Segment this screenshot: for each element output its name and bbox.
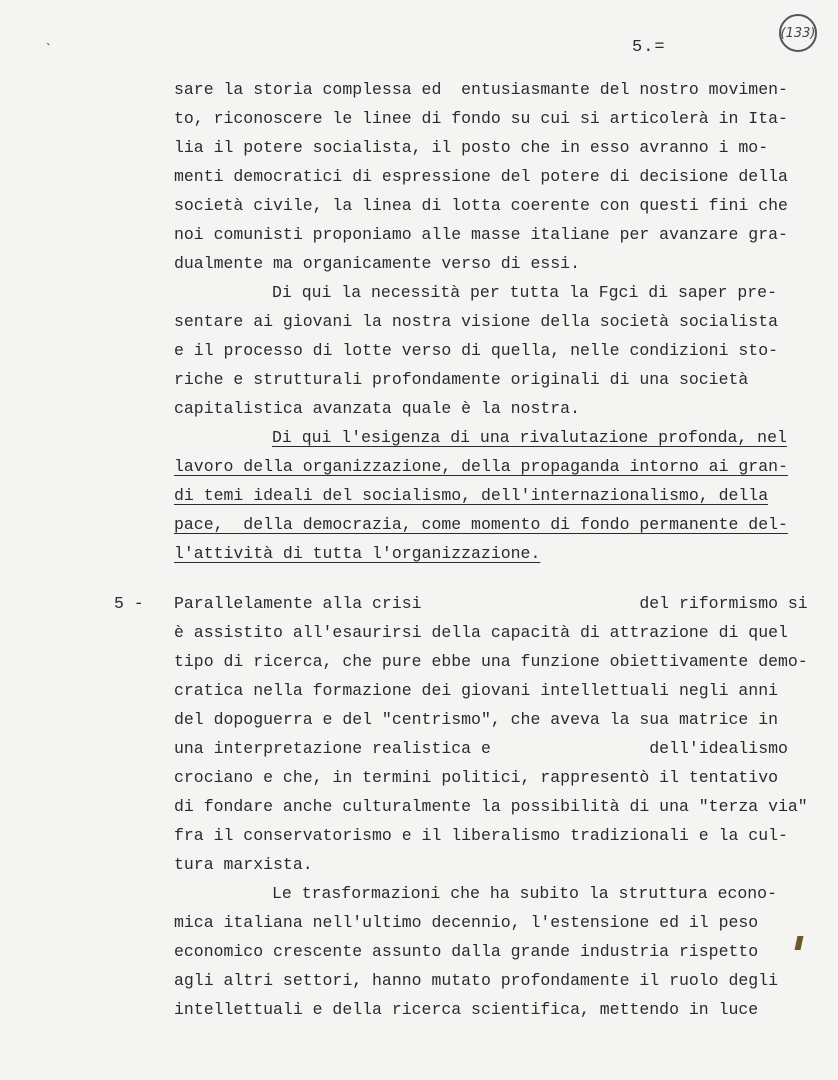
text-line: economico crescente assunto dalla grande industria rispetto (174, 942, 759, 961)
underlined-line: l'attività di tutta l'organizzazione. (174, 544, 541, 563)
text-line: di fondare anche culturalmente la possibilità di una "terza via" (174, 797, 808, 816)
text-line: mica italiana nell'ultimo decennio, l'estensione ed il peso (174, 913, 759, 932)
text-line: crociano e che, in termini politici, rappresentò il tentativo (174, 768, 778, 787)
text-line: sentare ai giovani la nostra visione della società socialista (174, 312, 778, 331)
underlined-line: lavoro della organizzazione, della propaganda intorno ai gran- (174, 457, 788, 476)
text-line: menti democratici di espressione del potere di decisione della (174, 167, 788, 186)
text-line: fra il conservatorismo e il liberalismo tradizionali e la cul- (174, 826, 788, 845)
text-line: noi comunisti proponiamo alle masse italiane per avanzare gra- (174, 225, 788, 244)
underlined-line: pace, della democrazia, come momento di fondo permanente del- (174, 515, 788, 534)
text-line: società civile, la linea di lotta coerente con questi fini che (174, 196, 788, 215)
text-line: tura marxista. (174, 855, 313, 874)
section-number: 5 - (114, 594, 144, 613)
text-line: agli altri settori, hanno mutato profondamente il ruolo degli (174, 971, 778, 990)
text-line: una interpretazione realistica e dell'idealismo (174, 739, 788, 758)
text-line: capitalistica avanzata quale è la nostra. (174, 399, 580, 418)
text-line: tipo di ricerca, che pure ebbe una funzione obiettivamente demo- (174, 652, 808, 671)
text-line: e il processo di lotte verso di quella, nelle condizioni sto- (174, 341, 778, 360)
text-line: riche e strutturali profondamente originali di una società (174, 370, 749, 389)
text-line: sare la storia complessa ed entusiasmante del nostro movimen- (174, 80, 788, 99)
archive-stamp: (133) (779, 14, 817, 52)
underlined-line: Di qui l'esigenza di una rivalutazione profonda, nel (272, 428, 787, 447)
page-mark: ` (44, 42, 53, 58)
text-line: lia il potere socialista, il posto che in esso avranno i mo- (174, 138, 769, 157)
text-line: to, riconoscere le linee di fondo su cui si articolerà in Ita- (174, 109, 788, 128)
page-number: 5.= (632, 38, 666, 57)
text-line: dualmente ma organicamente verso di essi. (174, 254, 580, 273)
text-line: cratica nella formazione dei giovani intellettuali negli anni (174, 681, 778, 700)
text-line: intellettuali e della ricerca scientifica, mettendo in luce (174, 1000, 759, 1019)
underlined-line: di temi ideali del socialismo, dell'internazionalismo, della (174, 486, 769, 505)
text-line: Parallelamente alla crisi del riformismo si (174, 594, 808, 613)
text-line: è assistito all'esaurirsi della capacità di attrazione di quel (174, 623, 788, 642)
margin-mark (795, 936, 804, 950)
text-line: Di qui la necessità per tutta la Fgci di saper pre- (272, 283, 777, 302)
text-line: del dopoguerra e del "centrismo", che aveva la sua matrice in (174, 710, 778, 729)
text-line: Le trasformazioni che ha subito la struttura econo- (272, 884, 777, 903)
